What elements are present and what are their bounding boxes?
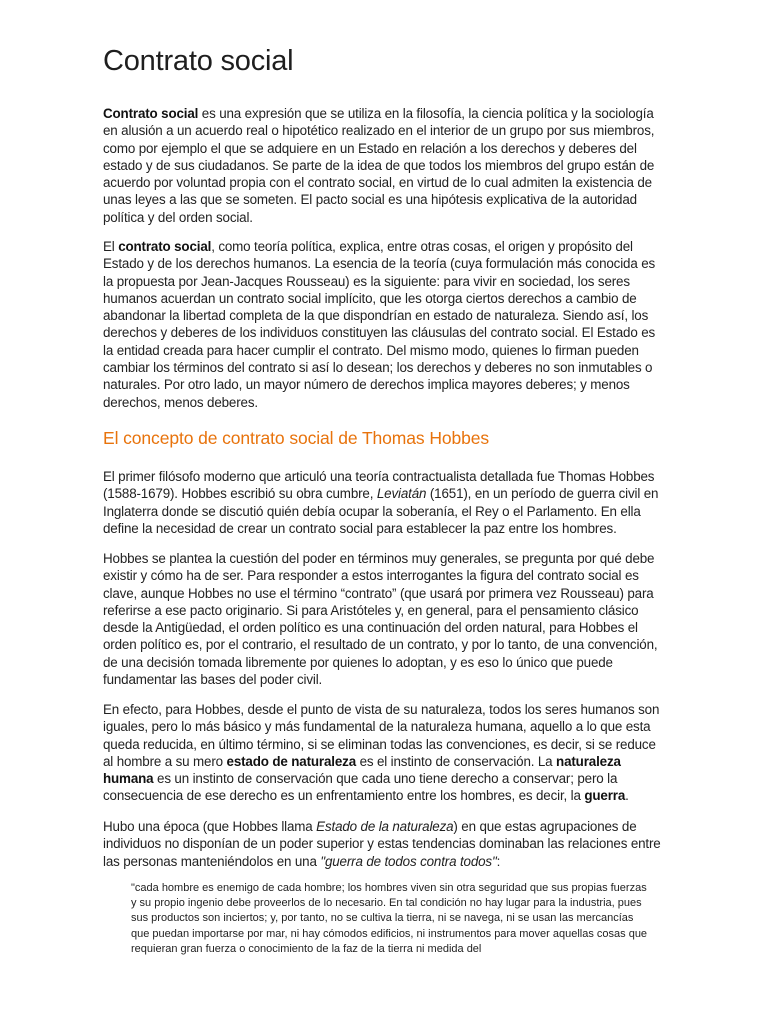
paragraph-text: Hobbes se plantea la cuestión del poder en términos muy generales, se pregunta por qué debe existir y cómo ha de ser. Para responder a estos interrogantes la figura del contrato social es clave, aunque Hobbes no use el término “contrato” (que usará por primera vez Rousseau) para referirse a ese pacto originario. Si para Aristóteles y, en general, para el pensamiento clásico desde la Antigüedad, el orden político es una continuación del orden natural, para Hobbes el orden político es, por el contrario, el resultado de un contrato, y por lo tanto, de una convención, de una decisión tomada libremente por quienes lo adoptan, y es eso lo único que puede fundamentar las bases del poder civil. <box>103 551 658 688</box>
paragraph-text: es un instinto de conservación que cada uno tiene derecho a conservar; pero la consecuencia de ese derecho es un enfrentamiento entre los hombres, es decir, la <box>103 771 618 804</box>
paragraph-text: En efecto, para Hobbes, desde el punto de vista de su naturaleza, todos los seres humanos son iguales, pero lo más básico y más fundamental de la naturaleza humana, aquello a lo que esta queda reducida, en último término, si se eliminan todas las convenciones, es decir, si se reduce al hombre a su mero <box>103 702 660 769</box>
paragraph-text: . <box>625 788 629 804</box>
page-title: Contrato social <box>103 45 294 77</box>
paragraph-text: (1651), en un período de guerra civil en Inglaterra donde se discutió quién debía ocupar la soberanía, el Rey o el Parlamento. En ella define la necesidad de crear un contrato social para establecer la paz entre los hombres. <box>103 486 659 536</box>
hobbes-quote: "cada hombre es enemigo de cada hombre; los hombres viven sin otra seguridad que sus propias fuerzas y su propio ingenio debe proveerlos de lo necesario. En tal condición no hay lugar para la industria, pues sus productos son inciertos; y, por tanto, no se cultiva la tierra, ni se navega, ni se usan las mercancías que puedan importarse por mar, ni hay cómodos edificios, ni instrumentos para mover aquellas cosas que requieran gran fuerza o conocimiento de la faz de la tierra ni medida del <box>131 882 648 955</box>
paragraph-intro <box>103 105 663 226</box>
paragraph-text: es el instinto de conservación. La <box>356 753 557 769</box>
paragraph-hobbes-power <box>103 550 663 688</box>
bold-term: estado de naturaleza <box>226 753 356 769</box>
italic-term: "guerra de todos contra todos" <box>320 853 497 869</box>
paragraph-state-of-nature <box>103 818 663 870</box>
paragraph-hobbes-intro <box>103 468 663 537</box>
italic-term: Estado de la naturaleza <box>316 819 454 834</box>
paragraph-text: es una expresión que se utiliza en la filosofía, la ciencia política y la sociología en alusión a un acuerdo real o hipotético realizado en el interior de un grupo por sus miembros, como por ejemplo el que se adquiere en un Estado en relación a los derechos y deberes del estado y de sus ciudadanos. Se parte de la idea de que todos los miembros del grupo están de acuerdo por voluntad propia con el contrato social, en virtud de lo cual admiten la existencia de unas leyes a las que se someten. El pacto social es una hipótesis explicativa de la autoridad política y del orden social. <box>103 106 655 225</box>
paragraph-theory <box>103 238 663 411</box>
bold-term: Contrato social <box>103 106 199 121</box>
paragraph-text: El primer filósofo moderno que articuló una teoría contractualista detallada fue Thomas Hobbes (1588-1679). Hobbes escribió su obra cumbre, <box>103 469 655 502</box>
paragraph-text: ) en que estas agrupaciones de individuos no disponían de un poder superior y estas tendencias dominaban las relaciones entre las personas manteniéndolos en una <box>103 819 661 869</box>
section-heading: El concepto de contrato social de Thomas Hobbes <box>103 428 490 448</box>
bold-term: naturaleza humana <box>103 753 621 787</box>
italic-term: Leviatán <box>376 486 427 502</box>
paragraph-hobbes-nature <box>103 701 663 805</box>
paragraph-text: Hubo una época (que Hobbes llama <box>103 819 317 834</box>
bold-term: guerra <box>584 788 626 804</box>
paragraph-text: El <box>103 239 119 254</box>
paragraph-text: : <box>496 853 501 869</box>
bold-term: contrato social <box>118 239 212 254</box>
paragraph-text: , como teoría política, explica, entre otras cosas, el origen y propósito del Estado y de los derechos humanos. La esencia de la teoría (cuya formulación más conocida es la propuesta por Jean-Jacques Rousseau) es la siguiente: para vivir en sociedad, los seres humanos acuerdan un contrato social implícito, que les otorga ciertos derechos a cambio de abandonar la libertad completa de la que dispondrían en estado de naturaleza. Siendo así, los derechos y deberes de los individuos constituyen las cláusulas del contrato social. El Estado es la entidad creada para hacer cumplir el contrato. Del mismo modo, quienes lo firman pueden cambiar los términos del contrato si así lo desean; los derechos y deberes no son inmutables o naturales. Por otro lado, un mayor número de derechos implica mayores deberes; y menos derechos, menos deberes. <box>103 239 656 410</box>
